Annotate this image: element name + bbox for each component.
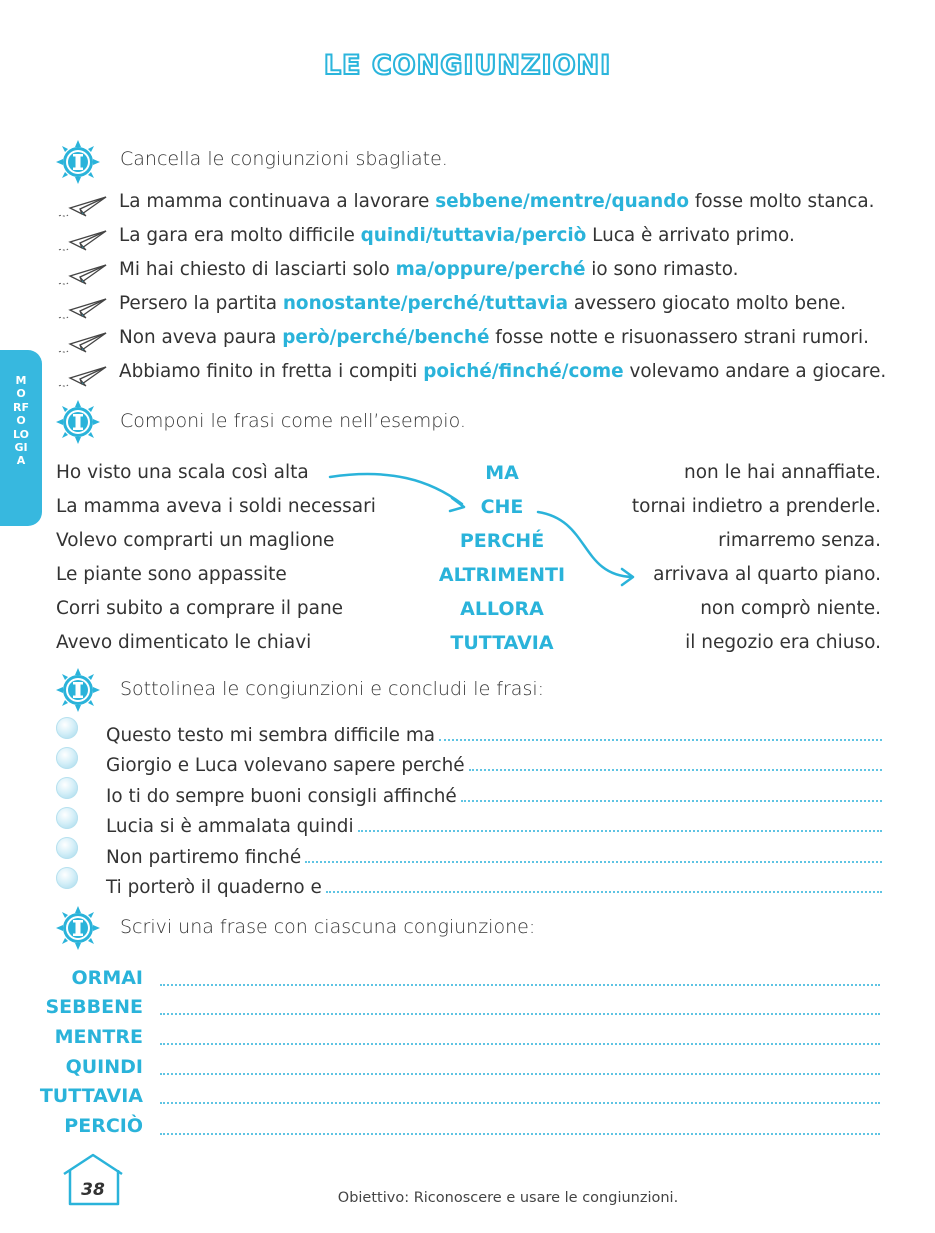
sentence-start: Ti porterò il quaderno e bbox=[106, 877, 322, 898]
complete-sentence-row bbox=[106, 811, 882, 837]
sentence-start: Giorgio e Luca volevano sapere perché bbox=[106, 755, 465, 776]
answer-line[interactable] bbox=[326, 891, 882, 893]
conjunction-word: PERCIÒ bbox=[64, 1115, 143, 1137]
right-clause: tornai indietro a prenderle. bbox=[631, 496, 881, 517]
bubble-bullet-icon bbox=[56, 807, 78, 829]
conjunction: ALTRIMENTI bbox=[438, 564, 566, 586]
exercise1-line: Mi hai chiesto di lasciarti solo ma/oppure/perché io sono rimasto. bbox=[119, 259, 739, 280]
exercise1-line: La mamma continuava a lavorare sebbene/mentre/quando fosse molto stanca. bbox=[119, 191, 875, 212]
left-clause: Corri subito a comprare il pane bbox=[56, 598, 344, 619]
conjunction: TUTTAVIA bbox=[450, 632, 554, 654]
answer-line[interactable] bbox=[160, 984, 880, 986]
conjunction-options[interactable]: sebbene/mentre/quando bbox=[435, 191, 690, 212]
complete-sentence-row bbox=[106, 720, 882, 746]
sentence-start: Questo testo mi sembra difficile ma bbox=[106, 725, 436, 746]
answer-line[interactable] bbox=[358, 830, 882, 832]
left-clause: La mamma aveva i soldi necessari bbox=[56, 496, 376, 517]
right-clause: non le hai annaffiate. bbox=[684, 462, 881, 483]
answer-line[interactable] bbox=[160, 1013, 880, 1015]
conjunction-word: SEBBENE bbox=[45, 996, 143, 1018]
conjunction-options[interactable]: ma/oppure/perché bbox=[395, 259, 586, 280]
sentence-start: Lucia si è ammalata quindi bbox=[106, 816, 354, 837]
exercise2-instruction: Componi le frasi come nell’esempio. bbox=[120, 410, 466, 432]
exercise1-line: Non aveva paura però/perché/benché fosse notte e risuonassero strani rumori. bbox=[119, 327, 869, 348]
conjunction-word: TUTTAVIA bbox=[39, 1085, 143, 1107]
left-clause: Avevo dimenticato le chiavi bbox=[56, 632, 312, 653]
right-clause: arrivava al quarto piano. bbox=[653, 564, 881, 585]
bubble-bullet-icon bbox=[56, 867, 78, 889]
page-number: 38 bbox=[81, 1180, 105, 1200]
conjunction-options[interactable]: poiché/finché/come bbox=[423, 361, 624, 382]
answer-line[interactable] bbox=[439, 739, 882, 741]
answer-line[interactable] bbox=[305, 861, 882, 863]
arrow-left-to-che bbox=[330, 474, 462, 504]
conjunction-options[interactable]: però/perché/benché bbox=[282, 327, 490, 348]
right-clause: non comprò niente. bbox=[700, 598, 881, 619]
conjunction-word: QUINDI bbox=[65, 1056, 143, 1078]
answer-line[interactable] bbox=[160, 1102, 880, 1104]
complete-sentence-row bbox=[106, 750, 882, 776]
complete-sentence-row bbox=[106, 781, 882, 807]
conjunction-options[interactable]: nonostante/perché/tuttavia bbox=[282, 293, 568, 314]
sentence-start: Non partiremo finché bbox=[106, 847, 302, 868]
answer-line[interactable] bbox=[160, 1073, 880, 1075]
answer-line[interactable] bbox=[469, 769, 882, 771]
conjunction: MA bbox=[485, 462, 519, 484]
sentence-start: Io ti do sempre buoni consigli affinché bbox=[106, 786, 457, 807]
left-clause: Ho visto una scala così alta bbox=[56, 462, 309, 483]
exercise1-instruction: Cancella le congiunzioni sbagliate. bbox=[120, 148, 448, 170]
page-title: LE CONGIUNZIONI bbox=[323, 50, 612, 81]
exercise1-line: La gara era molto difficile quindi/tuttavia/perciò Luca è arrivato primo. bbox=[119, 225, 795, 246]
conjunction: PERCHÉ bbox=[459, 530, 545, 552]
arrow-che-to-right bbox=[538, 512, 632, 577]
answer-line[interactable] bbox=[461, 800, 882, 802]
exercise1-line: Abbiamo finito in fretta i compiti poiché/finché/come volevamo andare a giocare. bbox=[119, 361, 887, 382]
conjunction-options[interactable]: quindi/tuttavia/perciò bbox=[360, 225, 587, 246]
conjunction-word: ORMAI bbox=[71, 967, 143, 989]
exercise4-instruction: Scrivi una frase con ciascuna congiunzione: bbox=[120, 916, 536, 938]
side-tab-label: MORFOLOGIA bbox=[13, 374, 29, 468]
left-clause: Le piante sono appassite bbox=[56, 564, 287, 585]
bubble-bullet-icon bbox=[56, 717, 78, 739]
answer-line[interactable] bbox=[160, 1133, 880, 1135]
bubble-bullet-icon bbox=[56, 777, 78, 799]
left-clause: Volevo comprarti un maglione bbox=[56, 530, 335, 551]
right-clause: rimarremo senza. bbox=[718, 530, 881, 551]
answer-line[interactable] bbox=[160, 1043, 880, 1045]
exercise3-instruction: Sottolinea le congiunzioni e concludi le frasi: bbox=[120, 678, 545, 700]
sun-exercise-icon bbox=[56, 906, 100, 950]
complete-sentence-row bbox=[106, 872, 882, 898]
conjunction: CHE bbox=[480, 496, 524, 518]
complete-sentence-row bbox=[106, 842, 882, 868]
exercise1-line: Persero la partita nonostante/perché/tuttavia avessero giocato molto bene. bbox=[119, 293, 847, 314]
objective: Obiettivo: Riconoscere e usare le congiunzioni. bbox=[337, 1190, 679, 1206]
conjunction-word: MENTRE bbox=[54, 1026, 143, 1048]
right-clause: il negozio era chiuso. bbox=[685, 632, 881, 653]
bubble-bullet-icon bbox=[56, 837, 78, 859]
bubble-bullet-icon bbox=[56, 747, 78, 769]
conjunction: ALLORA bbox=[460, 598, 544, 620]
sun-exercise-icon bbox=[56, 668, 100, 712]
